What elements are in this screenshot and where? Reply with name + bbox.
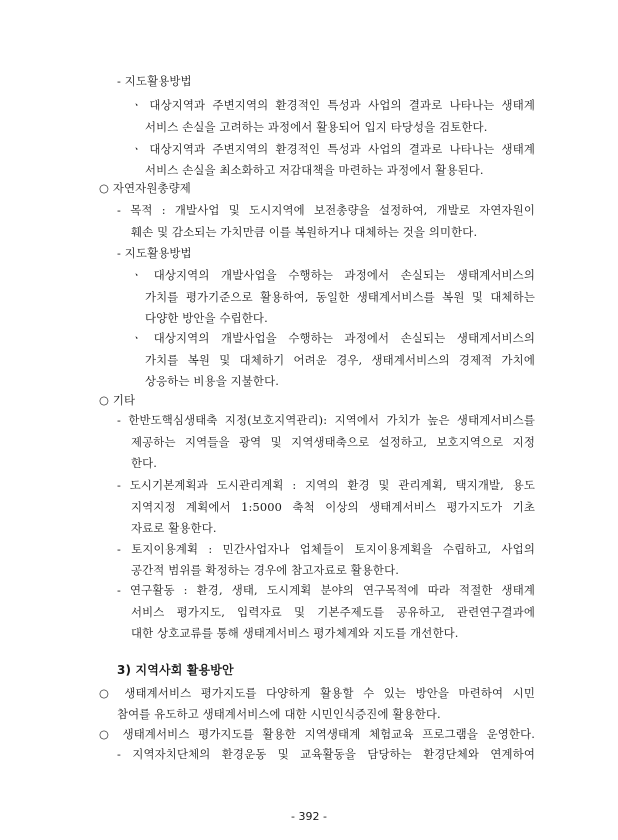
circle-item: ○ 생태계서비스 평가지도를 활용한 지역생태계 체험교육 프로그램을 운영한다. — [99, 727, 535, 741]
dash-item-urban-plan: - 도시기본계획과 도시관리계획 : 지역의 환경 및 관리계획, 택지개발, 용도 — [117, 478, 535, 492]
section-heading-natural-resource: ○ 자연자원총량제 — [99, 181, 191, 195]
bullet-line: ㆍ 대상지역과 주변지역의 환경적인 특성과 사업의 결과로 나타나는 생태계 — [131, 142, 535, 156]
bullet-line-cont: 서비스 손실을 최소화하고 저감대책을 마련하는 과정에서 활용된다. — [145, 163, 484, 177]
page-number: - 392 - — [291, 810, 327, 823]
bullet-line-cont: 다양한 방안을 수립한다. — [145, 311, 268, 325]
bullet-line-cont: 상응하는 비용을 지불한다. — [145, 374, 279, 388]
bullet-line: ㆍ 대상지역과 주변지역의 환경적인 특성과 사업의 결과로 나타나는 생태계 — [131, 98, 535, 112]
dash-item-cont: 자료로 활용한다. — [131, 521, 217, 535]
dash-item-cont: 한다. — [131, 456, 158, 470]
dash-item-land-use: - 토지이용계획 : 민간사업자나 업체들이 토지이용계획을 수립하고, 사업의 — [117, 542, 535, 556]
dash-item-local-gov: - 지역자치단체의 환경운동 및 교육활동을 담당하는 환경단체와 연계하여 — [117, 747, 535, 761]
dash-item-cont: 공간적 범위를 확정하는 경우에 참고자료로 활용한다. — [131, 563, 399, 577]
bullet-line-cont: 가치를 복원 및 대체하기 어려운 경우, 생태계서비스의 경제적 가치에 — [145, 353, 535, 367]
dash-item-cont: 대한 상호교류를 통해 생태계서비스 평가체계와 지도를 개선한다. — [131, 626, 459, 640]
circle-item: ○ 생태계서비스 평가지도를 다양하게 활용할 수 있는 방안을 마련하여 시민 — [99, 686, 535, 700]
bullet-line-cont: 가치를 평가기준으로 활용하여, 동일한 생태계서비스를 복원 및 대체하는 — [145, 290, 535, 304]
dash-item-cont: 제공하는 지역들을 광역 및 지역생태축으로 설정하고, 보호지역으로 지정 — [131, 435, 535, 449]
dash-item-cont: 서비스 평가지도, 입력자료 및 기본주제도를 공유하고, 관련연구결과에 — [131, 605, 535, 619]
dash-item-cont: 지역지정 계획에서 1:5000 축척 이상의 생태계서비스 평가지도가 기초 — [131, 500, 535, 514]
bullet-line: ㆍ 대상지역의 개발사업을 수행하는 과정에서 손실되는 생태계서비스의 — [131, 331, 535, 345]
dash-item-research: - 연구활동 : 환경, 생태, 도시계획 분야의 연구목적에 따라 적절한 생태계 — [117, 583, 535, 597]
bullet-line-cont: 서비스 손실을 고려하는 과정에서 활용되어 입지 타당성을 검토한다. — [145, 120, 488, 134]
dash-item-cont: 훼손 및 감소되는 가치만큼 이를 복원하거나 대체하는 것을 의미한다. — [131, 225, 478, 239]
circle-item-cont: 참여를 유도하고 생태계서비스에 대한 시민인식증진에 활용한다. — [117, 707, 441, 721]
dash-item-ecoaxis: - 한반도핵심생태축 지정(보호지역관리): 지역에서 가치가 높은 생태계서비스를 — [117, 413, 535, 427]
sub-item-map-usage-1: - 지도활용방법 — [117, 74, 192, 88]
section-heading-etc: ○ 기타 — [99, 393, 136, 407]
subsection-title: 3) 지역사회 활용방안 — [117, 663, 234, 677]
dash-item-purpose: - 목적 : 개발사업 및 도시지역에 보전총량을 설정하여, 개발로 자연자원이 — [117, 203, 535, 217]
bullet-line: ㆍ 대상지역의 개발사업을 수행하는 과정에서 손실되는 생태계서비스의 — [131, 268, 535, 282]
sub-item-map-usage-2: - 지도활용방법 — [117, 246, 192, 260]
